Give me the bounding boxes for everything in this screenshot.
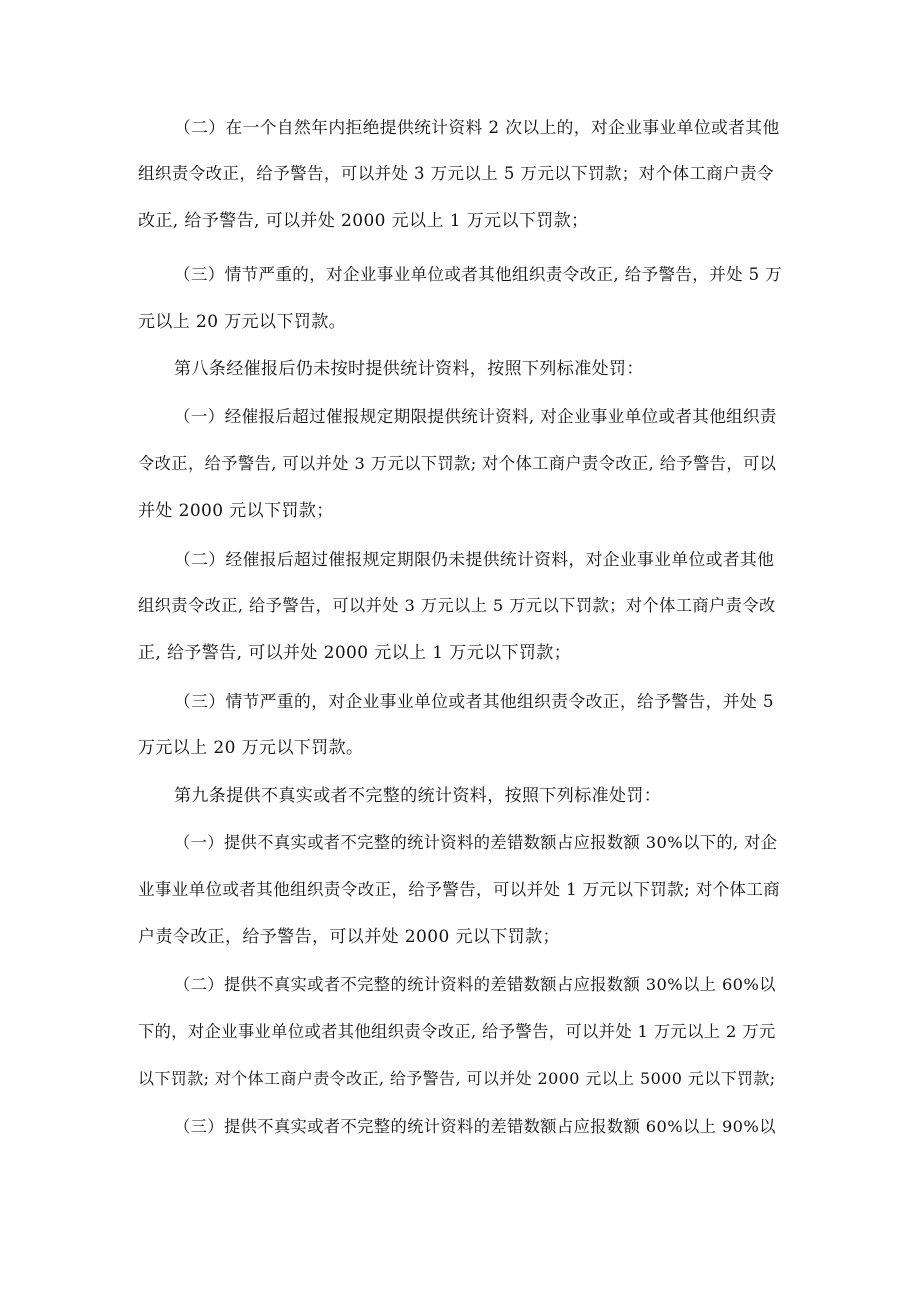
article-heading: 第八条经催报后仍未按时提供统计资料，按照下列标准处罚：	[174, 359, 644, 379]
text-line: 下的，对企业事业单位或者其他组织责令改正, 给予警告，可以并处 1 万元以上 2 万元	[138, 1022, 776, 1041]
text-line: 业事业单位或者其他组织责令改正，给予警告，可以并处 1 万元以下罚款; 对个体工商	[138, 880, 781, 899]
article-heading: 第九条提供不真实或者不完整的统计资料，按照下列标准处罚：	[174, 786, 662, 806]
text-line: 改正, 给予警告, 可以并处 2000 元以上 1 万元以下罚款；	[138, 211, 589, 231]
text-line: 组织责令改正, 给予警告，可以并处 3 万元以上 5 万元以下罚款；对个体工商户责令改	[138, 596, 776, 615]
text-line: （三）情节严重的，对企业事业单位或者其他组织责令改正，给予警告，并处 5	[174, 691, 774, 711]
text-line: 元以上 20 万元以下罚款。	[138, 312, 347, 332]
text-line: （三）提供不真实或者不完整的统计资料的差错数额占应报数额 60%以上 90%以	[174, 1117, 776, 1136]
text-line: （一）提供不真实或者不完整的统计资料的差错数额占应报数额 30%以下的, 对企	[174, 833, 778, 852]
text-line: （二）提供不真实或者不完整的统计资料的差错数额占应报数额 30%以上 60%以	[174, 975, 776, 994]
text-line: 万元以上 20 万元以下罚款。	[138, 738, 364, 758]
text-line: 组织责令改正，给予警告，可以并处 3 万元以上 5 万元以下罚款；对个体工商户责令	[138, 164, 774, 183]
text-line: （三）情节严重的，对企业事业单位或者其他组织责令改正, 给予警告，并处 5 万	[174, 265, 783, 284]
text-line: （二）经催报后超过催报规定期限仍未提供统计资料，对企业事业单位或者其他	[174, 549, 775, 569]
text-line: （一）经催报后超过催报规定期限提供统计资料, 对企业事业单位或者其他组织责	[174, 407, 777, 426]
text-line: 令改正，给予警告, 可以并处 3 万元以下罚款; 对个体工商户责令改正, 给予警告，可以	[138, 454, 777, 473]
text-line: 户责令改正，给予警告，可以并处 2000 元以下罚款；	[138, 927, 560, 947]
text-line: 正, 给予警告, 可以并处 2000 元以上 1 万元以下罚款；	[138, 643, 572, 663]
text-line: （二）在一个自然年内拒绝提供统计资料 2 次以上的，对企业事业单位或者其他	[174, 117, 780, 137]
text-line: 以下罚款; 对个体工商户责令改正, 给予警告, 可以并处 2000 元以上 5000 元以下罚款;	[138, 1069, 776, 1088]
text-line: 并处 2000 元以下罚款；	[138, 501, 334, 521]
